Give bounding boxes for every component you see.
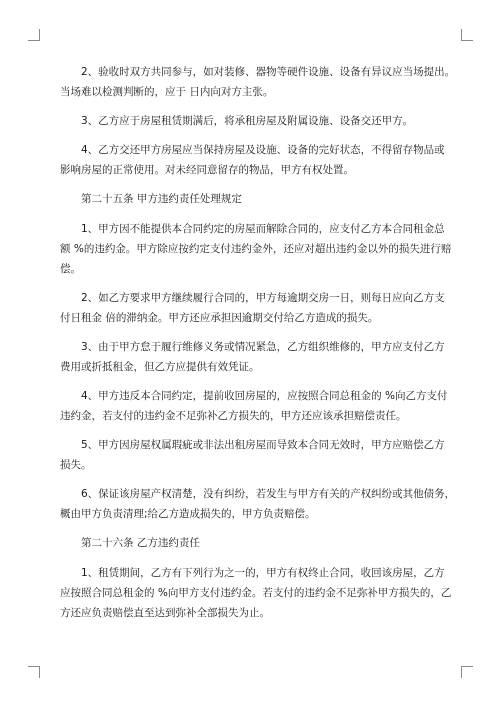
text-line: 4、甲方违反本合同约定，提前收回房屋的，应按照合同总租金的 %向乙方支付 <box>81 390 448 402</box>
text-line: 6、保证该房屋产权清楚，没有纠纷，若发生与甲方有关的产权纠纷或其他债务， <box>81 488 456 500</box>
clause-paragraph <box>60 111 444 131</box>
text-line: 概由甲方负责清理;给乙方造成损失的，甲方负责赔偿。 <box>60 508 316 520</box>
text-line: 方还应负责赔偿直至达到弥补全部损失为止。 <box>60 607 270 619</box>
text-line: 应按照合同总租金的 %向甲方支付违约金。若支付的违约金不足弥补甲方损失的，乙 <box>60 587 452 599</box>
clause-paragraph <box>60 386 448 426</box>
text-line: 损失。 <box>60 459 92 471</box>
clause-paragraph <box>60 337 444 377</box>
text-line: 第二十六条 乙方违约责任 <box>81 537 200 549</box>
document-body <box>60 62 456 632</box>
text-line: 偿。 <box>60 263 81 275</box>
corner-crop-mark-top-left <box>28 29 40 41</box>
text-line: 2、验收时双方共同参与，如对装修、器物等硬件设施、设备有异议应当场提出。 <box>81 66 456 78</box>
clause-paragraph <box>60 435 444 475</box>
corner-crop-mark-top-right <box>461 29 473 41</box>
clause-paragraph <box>60 563 452 623</box>
text-line: 5、甲方因房屋权属瑕疵或非法出租房屋而导致本合同无效时，甲方应赔偿乙方 <box>81 439 445 451</box>
corner-crop-mark-bottom-right <box>461 666 473 678</box>
text-line: 1、甲方因不能提供本合同约定的房屋而解除合同的，应支付乙方本合同租金总 <box>81 223 445 235</box>
text-line: 3、由于甲方怠于履行维修义务或情况紧急，乙方组织维修的，甲方应支付乙方 <box>81 341 445 353</box>
text-line: 违约金，若支付的违约金不足弥补乙方损失的，甲方还应该承担赔偿责任。 <box>60 410 407 422</box>
corner-crop-mark-bottom-left <box>28 666 40 678</box>
clause-paragraph <box>60 62 456 102</box>
text-line: 第二十五条 甲方违约责任处理规定 <box>81 193 242 205</box>
clause-paragraph <box>60 219 452 279</box>
text-line: 当场难以检测判断的，应于 日内向对方主张。 <box>60 86 274 98</box>
clause-paragraph <box>60 484 456 524</box>
text-line: 费用或折抵租金，但乙方应提供有效凭证。 <box>60 361 260 373</box>
text-line: 3、乙方应于房屋租赁期满后，将承租房屋及附属设施、设备交还甲方。 <box>81 115 414 127</box>
text-line: 2、如乙方要求甲方继续履行合同的，甲方每逾期交房一日，则每日应向乙方支 <box>81 292 445 304</box>
text-line: 1、租赁期间，乙方有下列行为之一的，甲方有权终止合同，收回该房屋，乙方 <box>81 567 445 579</box>
text-line: 4、乙方交还甲方房屋应当保持房屋及设施、设备的完好状态，不得留存物品或 <box>81 144 445 156</box>
clause-paragraph <box>60 140 444 180</box>
clause-paragraph <box>60 288 444 328</box>
section-heading <box>60 189 444 209</box>
text-line: 付日租金 倍的滞纳金。甲方还应承担因逾期交付给乙方造成的损失。 <box>60 312 379 324</box>
text-line: 影响房屋的正常使用。对未经同意留存的物品，甲方有权处置。 <box>60 164 354 176</box>
section-heading <box>60 533 444 553</box>
text-line: 额 %的违约金。甲方除应按约定支付违约金外，还应对超出违约金以外的损失进行赔 <box>60 243 452 255</box>
